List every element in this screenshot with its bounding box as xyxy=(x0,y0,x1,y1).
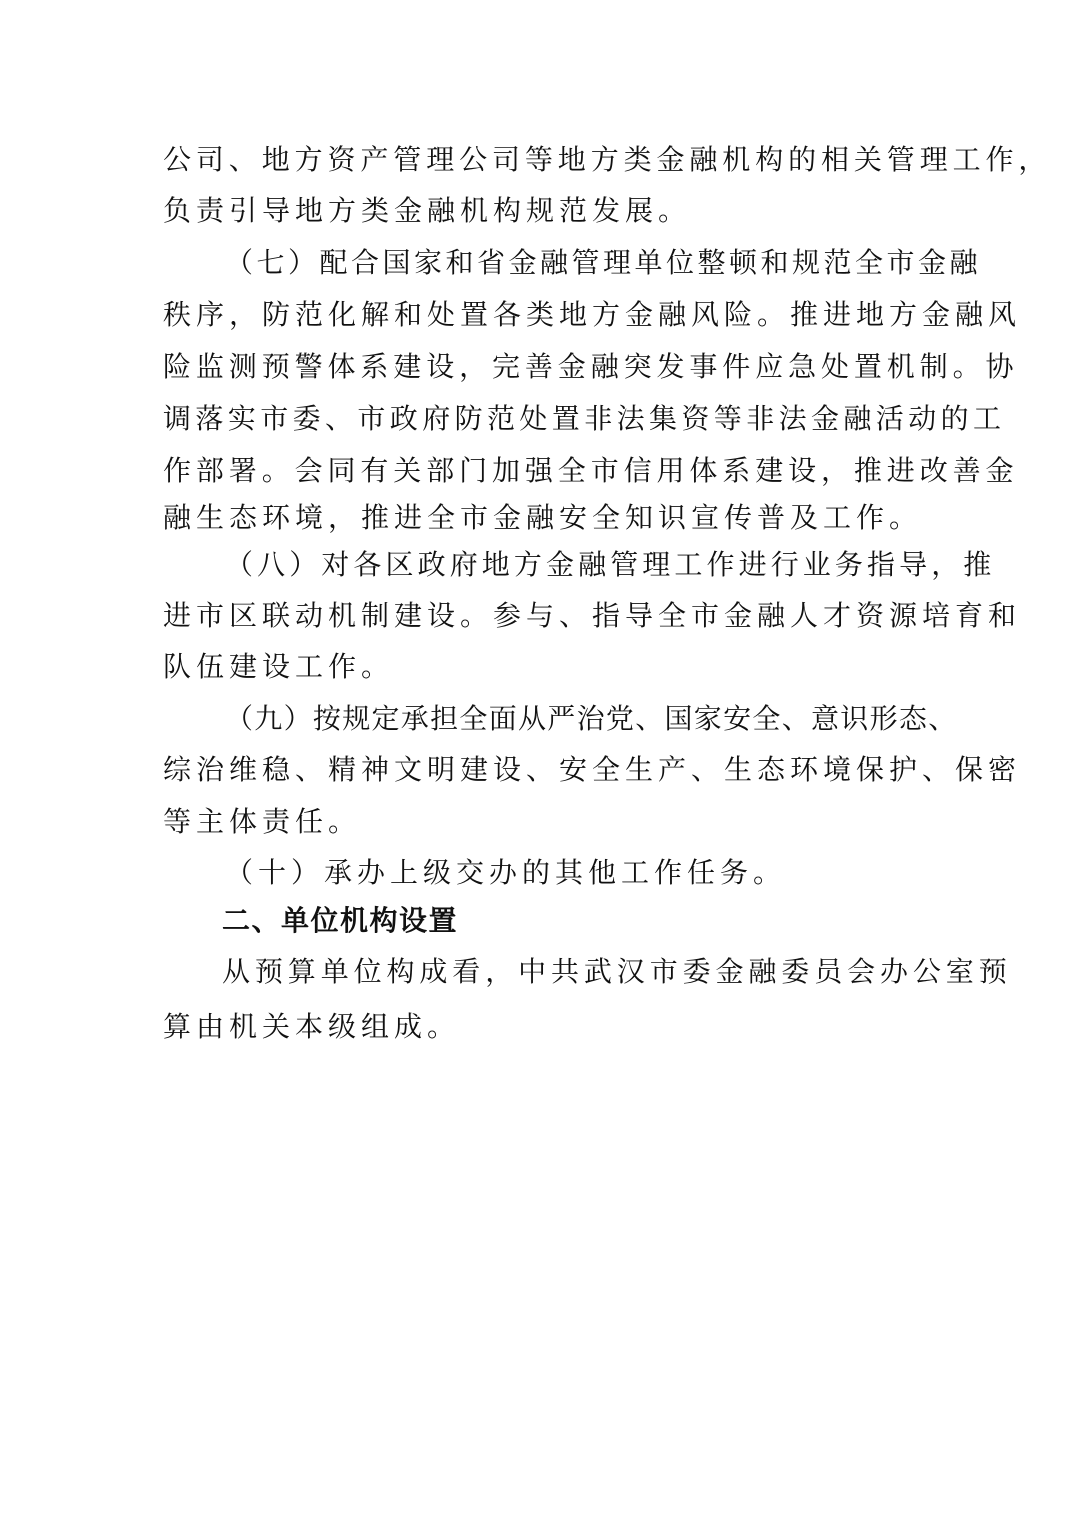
paragraph-line: 等主体责任。 xyxy=(163,805,362,838)
paragraph-line: 秩序，防范化解和处置各类地方金融风险。推进地方金融风 xyxy=(163,298,1022,331)
paragraph-line: 调落实市委、市政府防范处置非法集资等非法金融活动的工 xyxy=(163,402,1006,435)
paragraph-line: 负责引导地方类金融机构规范发展。 xyxy=(163,194,692,227)
paragraph-line: 队伍建设工作。 xyxy=(163,650,395,683)
paragraph-line: （十）承办上级交办的其他工作任务。 xyxy=(225,856,787,889)
paragraph-line: 融生态环境，推进全市金融安全知识宣传普及工作。 xyxy=(163,501,923,534)
paragraph-line: （七）配合国家和省金融管理单位整顿和规范全市金融 xyxy=(225,246,982,279)
paragraph-line: 算由机关本级组成。 xyxy=(163,1010,461,1043)
paragraph-line: 作部署。会同有关部门加强全市信用体系建设，推进改善金 xyxy=(163,454,1019,487)
paragraph-line: 综治维稳、精神文明建设、安全生产、生态环境保护、保密 xyxy=(163,753,1022,786)
paragraph-line: （九）按规定承担全面从严治党、国家安全、意识形态、 xyxy=(225,702,958,735)
paragraph-line: 进市区联动机制建设。参与、指导全市金融人才资源培育和 xyxy=(163,599,1022,632)
paragraph-line: 险监测预警体系建设，完善金融突发事件应急处置机制。协 xyxy=(163,350,1019,383)
paragraph-line: 公司、地方资产管理公司等地方类金融机构的相关管理工作， xyxy=(163,143,1052,176)
paragraph-line: （八）对各区政府地方金融管理工作进行业务指导，推 xyxy=(225,548,996,581)
section-heading: 二、单位机构设置 xyxy=(222,904,459,937)
paragraph-line: 从预算单位构成看，中共武汉市委金融委员会办公室预 xyxy=(222,955,1012,988)
